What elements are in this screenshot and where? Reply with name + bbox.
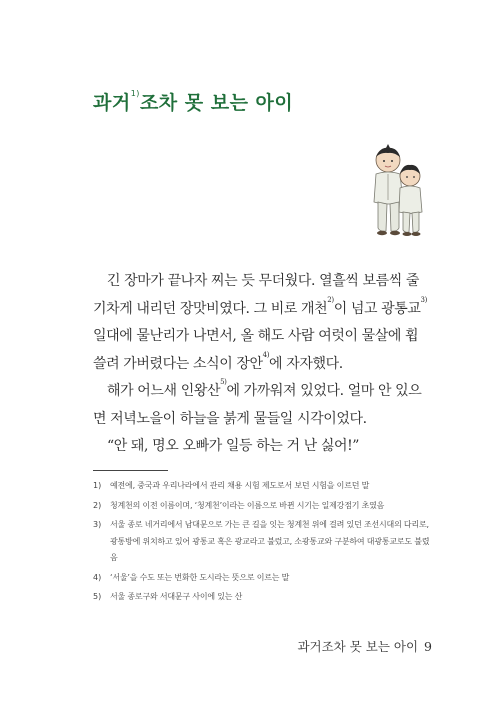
- footnote-marker: 4): [262, 350, 270, 359]
- running-title: 과거조차 못 보는 아이: [297, 639, 419, 654]
- footnote-item: 1) 예전에, 중국과 우리나라에서 관리 채용 시험 제도로서 보던 시험을 이르던 말: [93, 481, 370, 490]
- footnote-divider: [93, 470, 168, 471]
- paragraph: 해가 어느새 인왕산$^{5)}$에 가까워져 있었다. 얼마 안 있으면 저녁노을이 하늘을 붉게 물들일 시각이었다.: [93, 378, 422, 427]
- footnote-marker: 5): [220, 378, 227, 386]
- footnote-marker: 3): [420, 295, 427, 304]
- paragraph: 긴 장마가 끝나자 찌는 듯 무더웠다. 열흘씩 보름씩 줄기차게 내리던 장맛비였다. 그 비로 개천$^{2)}$이 넘고 광통교$^{3)}$ 일대에 물난리가 나면서, 올 해도 사람 여럿이 물살에 휩쓸려 가버렸다는 소식이 장안$^{4)}$에 자자했다.: [93, 273, 427, 372]
- page-footer: [297, 637, 432, 655]
- children-illustration: [366, 144, 430, 240]
- footnote-item: 3) 서울 종로 네거리에서 남대문으로 가는 큰 길을 잇는 청계천 위에 걸려 있던 조선시대의 다리로, 광통방에 위치하고 있어 광통교 혹은 광교라고 불렀고, 소광통교와 구분하여 대광통교로도 불렸음: [93, 520, 430, 562]
- footnote-marker: 1): [130, 89, 140, 98]
- page-number: 9: [424, 639, 432, 654]
- footnotes: [93, 478, 431, 609]
- dialogue-line: “안 돼, 명오 오빠가 일등 하는 거 난 싫어!”: [107, 438, 360, 454]
- chapter-title: 과거$^{1)}$조차 못 보는 아이: [93, 89, 294, 114]
- footnote-item: 2) 청계천의 이전 이름이며, ‘청계천’이라는 이름으로 바뀐 시기는 일제강점기 초였음: [93, 500, 385, 510]
- footnote-marker: 2): [327, 295, 334, 304]
- footnote-item: 4) ‘서울’을 수도 또는 번화한 도시라는 뜻으로 이르는 말: [93, 572, 290, 582]
- story-text: [93, 268, 431, 461]
- footnote-item: 5) 서울 종로구와 서대문구 사이에 있는 산: [93, 592, 243, 601]
